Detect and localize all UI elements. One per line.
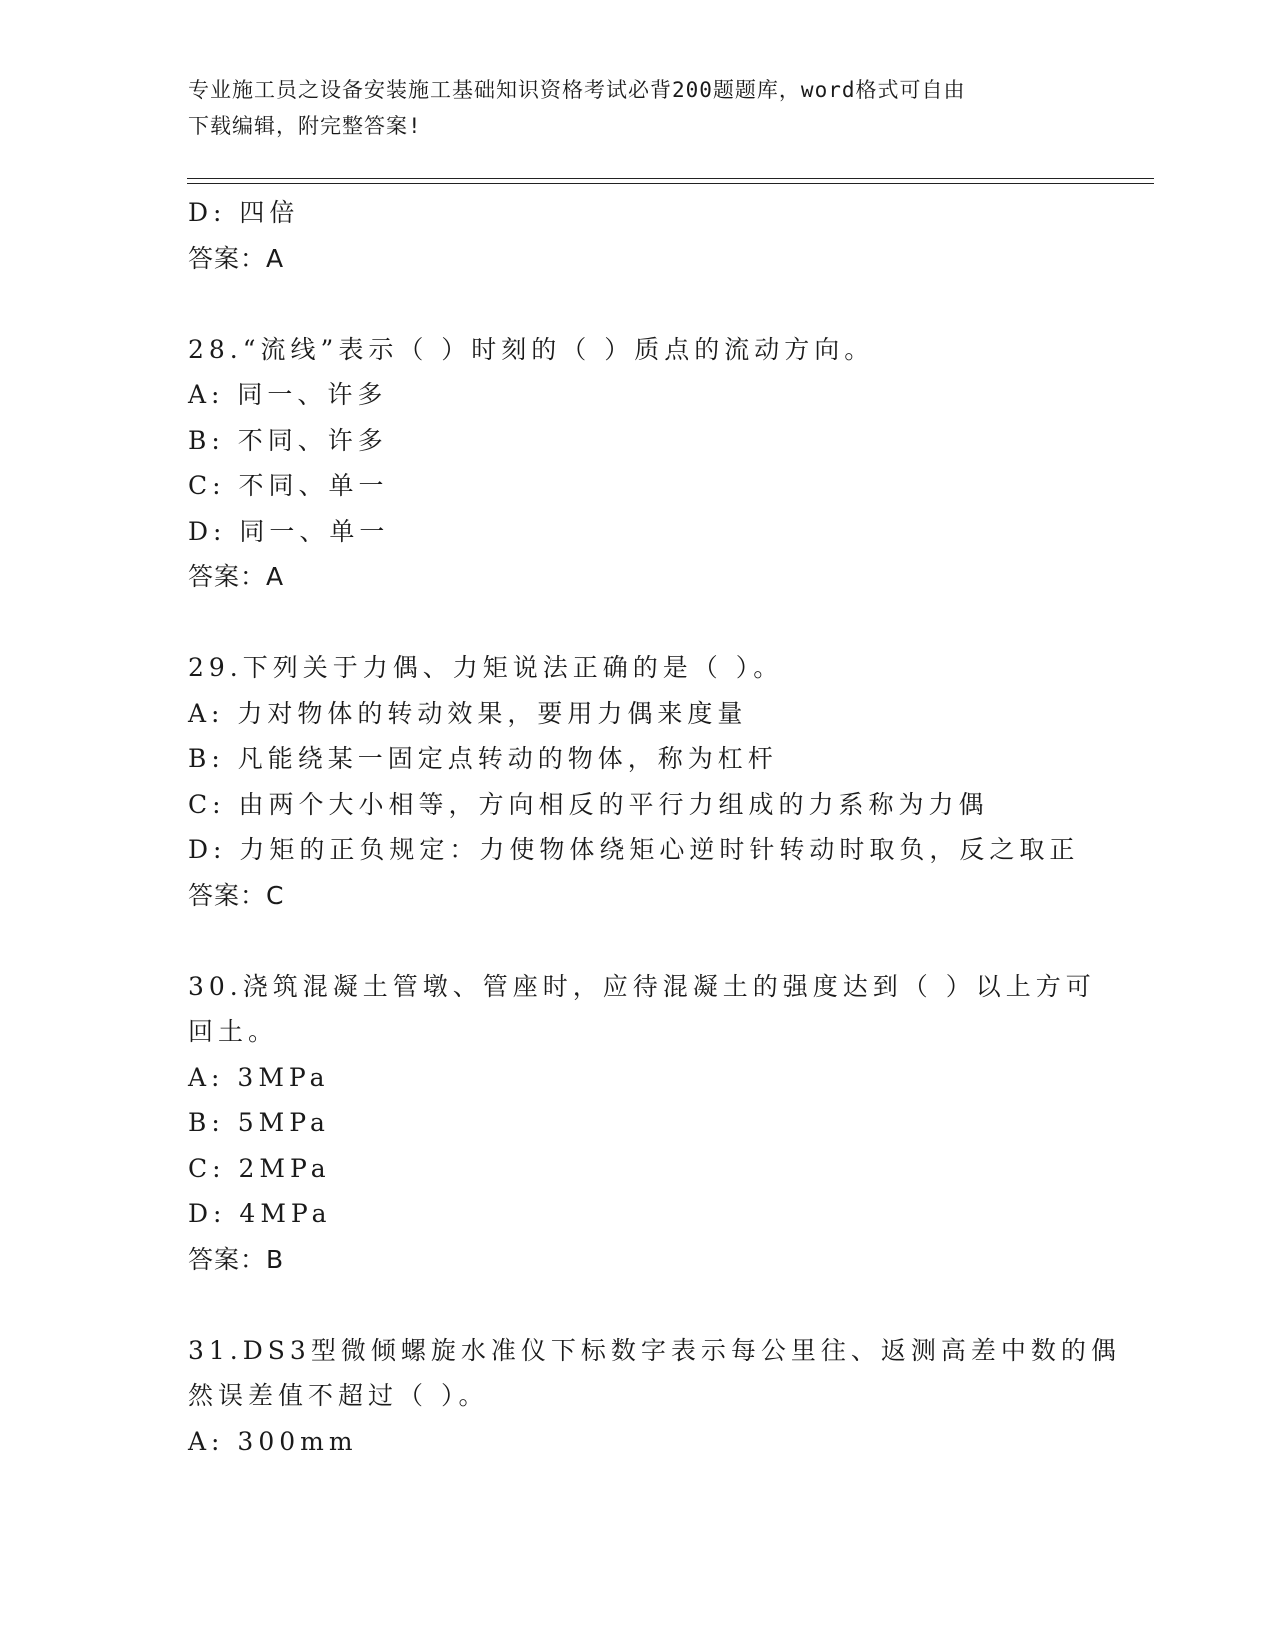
header-divider-top (187, 178, 1154, 179)
question-text-line-2: 回土。 (188, 1017, 279, 1046)
option-a: A: 同一、许多 (188, 380, 388, 409)
answer: 答案：B (188, 1244, 285, 1274)
header-title-line-1: 专业施工员之设备安装施工基础知识资格考试必背200题题库，word格式可自由 (188, 78, 966, 102)
option-b: B: 5MPa (188, 1108, 330, 1137)
spacer (188, 281, 1088, 327)
answer: 答案：A (188, 243, 285, 273)
option-d: D: 四倍 (188, 198, 300, 227)
question-28 (188, 327, 1088, 600)
header-divider-bottom (187, 183, 1154, 184)
spacer (188, 1282, 1088, 1328)
document-header (188, 72, 1068, 144)
option-d: D: 同一、单一 (188, 516, 390, 546)
option-c: C: 2MPa (188, 1153, 331, 1183)
spacer (188, 918, 1088, 964)
question-list (188, 190, 1121, 1464)
question-31 (188, 1328, 1121, 1465)
question-text: 28.“流线”表示（ ）时刻的（ ）质点的流动方向。 (188, 334, 875, 364)
header-title-line-2: 下载编辑，附完整答案! (188, 114, 422, 138)
option-a: A: 300mm (188, 1426, 358, 1456)
option-a: A: 力对物体的转动效果，要用力偶来度量 (188, 698, 748, 728)
option-d: D: 力矩的正负规定：力使物体绕矩心逆时针转动时取负，反之取正 (188, 835, 1080, 864)
question-text: 29.下列关于力偶、力矩说法正确的是（ ）。 (188, 653, 784, 682)
option-a: A: 3MPa (188, 1062, 330, 1092)
question-29 (188, 645, 1088, 918)
question-text-line-2: 然误差值不超过（ ）。 (188, 1381, 489, 1410)
option-b: B: 不同、许多 (188, 425, 388, 455)
question-27-tail (188, 190, 1088, 281)
option-c: C: 不同、单一 (188, 471, 389, 500)
spacer (188, 600, 1088, 646)
answer: 答案：C (188, 880, 285, 910)
question-text-line-1: 30.浇筑混凝土管墩、管座时，应待混凝土的强度达到（ ）以上方可 (188, 971, 1096, 1001)
answer: 答案：A (188, 562, 285, 591)
question-text-line-1: 31.DS3型微倾螺旋水准仪下标数字表示每公里往、返测高差中数的偶 (188, 1335, 1121, 1365)
option-d: D: 4MPa (188, 1199, 332, 1228)
option-b: B: 凡能绕某一固定点转动的物体，称为杠杆 (188, 744, 778, 773)
question-30 (188, 964, 1096, 1283)
option-c: C: 由两个大小相等，方向相反的平行力组成的力系称为力偶 (188, 789, 989, 819)
